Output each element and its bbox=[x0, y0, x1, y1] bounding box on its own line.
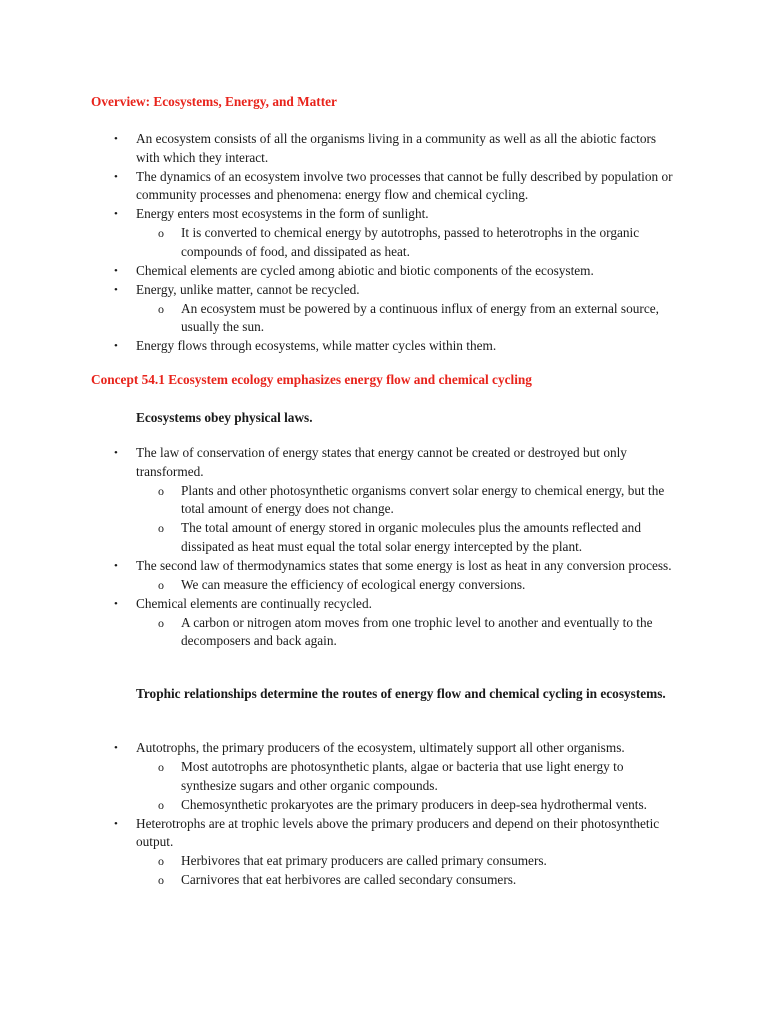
bullet-icon: • bbox=[114, 742, 118, 754]
concept-heading: Concept 54.1 Ecosystem ecology emphasizes energy flow and chemical cycling bbox=[91, 372, 532, 387]
circle-bullet-icon: o bbox=[158, 521, 164, 535]
bullet-icon: • bbox=[114, 264, 118, 277]
list-item: • Chemical elements are cycled among abiotic and biotic components of the ecosystem. bbox=[0, 262, 676, 281]
list-item: • Heterotrophs are at trophic levels above the primary producers and depend on their photosynthetic output. bbox=[114, 815, 660, 849]
list-item: • Energy flows through ecosystems, while matter cycles within them. bbox=[0, 337, 676, 356]
list-item: • The dynamics of an ecosystem involve two processes that cannot be fully described by population or community processes and phenomena: energy flow and chemical cycling. bbox=[114, 168, 673, 202]
sub-list-item: o Carnivores that eat herbivores are called secondary consumers. bbox=[0, 871, 681, 890]
circle-bullet-icon: o bbox=[158, 301, 164, 316]
circle-bullet-icon: o bbox=[158, 873, 164, 887]
bullet-icon: • bbox=[114, 447, 118, 459]
list-item: • Energy enters most ecosystems in the form of sunlight. bbox=[0, 205, 676, 224]
list-item: • Energy, unlike matter, cannot be recycled. bbox=[0, 281, 676, 300]
subheading-physical-laws: Ecosystems obey physical laws. bbox=[136, 410, 313, 425]
trophic-list bbox=[0, 739, 768, 890]
circle-bullet-icon: o bbox=[158, 854, 164, 868]
sub-list-item: o Plants and other photosynthetic organisms convert solar energy to chemical energy, but the total amount of energy does not change. bbox=[158, 482, 665, 516]
bullet-icon: • bbox=[114, 817, 118, 830]
sub-list-item: o It is converted to chemical energy by autotrophs, passed to heterotrophs in the organic compounds of food, and dissipated as heat. bbox=[158, 225, 640, 259]
bullet-icon: • bbox=[114, 559, 118, 572]
subheading-trophic-relationships: Trophic relationships determine the routes of energy flow and chemical cycling in ecosystems. bbox=[136, 686, 666, 701]
overview-heading: Overview: Ecosystems, Energy, and Matter bbox=[91, 94, 337, 109]
circle-bullet-icon: o bbox=[158, 760, 164, 774]
list-item: • Autotrophs, the primary producers of the ecosystem, ultimately support all other organisms. bbox=[0, 739, 676, 758]
bullet-icon: • bbox=[114, 208, 118, 220]
bullet-icon: • bbox=[114, 597, 118, 610]
list-item: • The law of conservation of energy states that energy cannot be created or destroyed but only transformed. bbox=[114, 445, 627, 479]
circle-bullet-icon: o bbox=[158, 615, 164, 630]
bullet-icon: • bbox=[114, 170, 118, 183]
sub-list-item: o Most autotrophs are photosynthetic plants, algae or bacteria that use light energy to synthesize sugars and other organic compounds. bbox=[158, 759, 624, 793]
sub-list-item: o Chemosynthetic prokaryotes are the primary producers in deep-sea hydrothermal vents. bbox=[0, 796, 681, 815]
circle-bullet-icon: o bbox=[158, 483, 164, 498]
sub-list-item: o A carbon or nitrogen atom moves from one trophic level to another and eventually to the decomposers and back again. bbox=[158, 614, 653, 648]
list-item: • An ecosystem consists of all the organisms living in a community as well as all the abiotic factors with which they interact. bbox=[114, 131, 657, 165]
sub-list-item: o Herbivores that eat primary producers are called primary consumers. bbox=[0, 852, 681, 871]
circle-bullet-icon: o bbox=[158, 797, 164, 812]
list-item: • The second law of thermodynamics states that some energy is lost as heat in any conversion process. bbox=[0, 557, 676, 576]
bullet-icon: • bbox=[114, 283, 118, 296]
list-item: • Chemical elements are continually recycled. bbox=[0, 595, 676, 614]
sub-list-item: o We can measure the efficiency of ecological energy conversions. bbox=[0, 576, 681, 595]
sub-list-item: o An ecosystem must be powered by a continuous influx of energy from an external source, usually the sun. bbox=[158, 300, 659, 334]
sub-list-item: o The total amount of energy stored in organic molecules plus the amounts reflected and dissipated as heat must equal the total solar energy intercepted by the plant. bbox=[158, 520, 641, 554]
bullet-icon: • bbox=[114, 133, 118, 145]
physical-laws-list bbox=[0, 444, 768, 651]
circle-bullet-icon: o bbox=[158, 226, 164, 240]
bullet-icon: • bbox=[114, 340, 118, 352]
circle-bullet-icon: o bbox=[158, 577, 164, 592]
overview-list bbox=[0, 130, 768, 356]
